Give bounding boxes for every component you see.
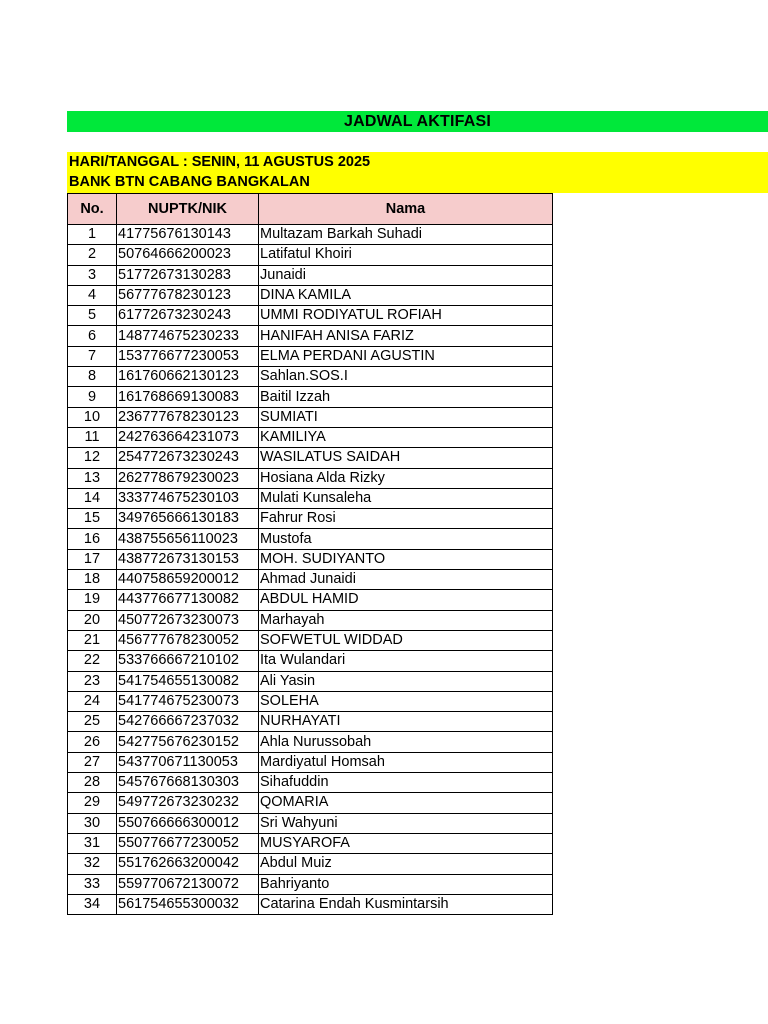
row-nuptk-nik: 443776677130082 — [117, 590, 259, 610]
row-no: 30 — [68, 813, 117, 833]
row-no: 14 — [68, 488, 117, 508]
row-nama: UMMI RODIYATUL ROFIAH — [259, 306, 553, 326]
row-nama: Mustofa — [259, 529, 553, 549]
row-nama: Mardiyatul Homsah — [259, 752, 553, 772]
row-no: 4 — [68, 285, 117, 305]
row-no: 26 — [68, 732, 117, 752]
row-nuptk-nik: 440758659200012 — [117, 570, 259, 590]
row-no: 2 — [68, 245, 117, 265]
row-no: 28 — [68, 773, 117, 793]
row-nama: KAMILIYA — [259, 427, 553, 447]
row-nama: Sihafuddin — [259, 773, 553, 793]
row-nama: Bahriyanto — [259, 874, 553, 894]
header-no: No. — [68, 194, 117, 225]
row-nuptk-nik: 543770671130053 — [117, 752, 259, 772]
row-no: 33 — [68, 874, 117, 894]
table-row — [68, 285, 553, 305]
row-no: 6 — [68, 326, 117, 346]
row-nuptk-nik: 550776677230052 — [117, 833, 259, 853]
row-nuptk-nik: 41775676130143 — [117, 225, 259, 245]
row-no: 29 — [68, 793, 117, 813]
row-nama: ABDUL HAMID — [259, 590, 553, 610]
table-row — [68, 245, 553, 265]
table-row — [68, 671, 553, 691]
row-nuptk-nik: 51772673130283 — [117, 265, 259, 285]
table-row — [68, 651, 553, 671]
row-nuptk-nik: 549772673230232 — [117, 793, 259, 813]
row-nuptk-nik: 456777678230052 — [117, 630, 259, 650]
row-no: 8 — [68, 367, 117, 387]
row-nuptk-nik: 349765666130183 — [117, 509, 259, 529]
row-no: 24 — [68, 691, 117, 711]
row-nuptk-nik: 542766667237032 — [117, 712, 259, 732]
row-nuptk-nik: 262778679230023 — [117, 468, 259, 488]
row-no: 21 — [68, 630, 117, 650]
table-row — [68, 773, 553, 793]
row-nama: Abdul Muiz — [259, 854, 553, 874]
row-no: 20 — [68, 610, 117, 630]
row-no: 15 — [68, 509, 117, 529]
row-nama: WASILATUS SAIDAH — [259, 448, 553, 468]
row-nuptk-nik: 541754655130082 — [117, 671, 259, 691]
table-row — [68, 265, 553, 285]
row-nuptk-nik: 254772673230243 — [117, 448, 259, 468]
row-no: 23 — [68, 671, 117, 691]
row-no: 34 — [68, 894, 117, 914]
table-row — [68, 225, 553, 245]
row-nuptk-nik: 559770672130072 — [117, 874, 259, 894]
table-header-row — [68, 194, 553, 225]
row-nama: QOMARIA — [259, 793, 553, 813]
row-nama: Latifatul Khoiri — [259, 245, 553, 265]
row-nuptk-nik: 438772673130153 — [117, 549, 259, 569]
table-row — [68, 874, 553, 894]
row-nama: DINA KAMILA — [259, 285, 553, 305]
table-row — [68, 387, 553, 407]
table-row — [68, 570, 553, 590]
row-nuptk-nik: 61772673230243 — [117, 306, 259, 326]
row-nama: Marhayah — [259, 610, 553, 630]
row-nuptk-nik: 450772673230073 — [117, 610, 259, 630]
row-nama: SOLEHA — [259, 691, 553, 711]
table-row — [68, 509, 553, 529]
row-nuptk-nik: 236777678230123 — [117, 407, 259, 427]
table-row — [68, 346, 553, 366]
row-nama: Ali Yasin — [259, 671, 553, 691]
row-nama: Catarina Endah Kusmintarsih — [259, 894, 553, 914]
table-row — [68, 813, 553, 833]
row-nama: MOH. SUDIYANTO — [259, 549, 553, 569]
row-nama: ELMA PERDANI AGUSTIN — [259, 346, 553, 366]
row-nuptk-nik: 333774675230103 — [117, 488, 259, 508]
row-no: 10 — [68, 407, 117, 427]
table-row — [68, 529, 553, 549]
table-row — [68, 590, 553, 610]
row-no: 19 — [68, 590, 117, 610]
row-nuptk-nik: 153776677230053 — [117, 346, 259, 366]
table-row — [68, 752, 553, 772]
row-nama: Ahmad Junaidi — [259, 570, 553, 590]
row-no: 32 — [68, 854, 117, 874]
row-nama: Mulati Kunsaleha — [259, 488, 553, 508]
row-no: 25 — [68, 712, 117, 732]
row-no: 27 — [68, 752, 117, 772]
row-nuptk-nik: 148774675230233 — [117, 326, 259, 346]
table-row — [68, 468, 553, 488]
row-nuptk-nik: 50764666200023 — [117, 245, 259, 265]
row-no: 11 — [68, 427, 117, 447]
info-block — [67, 152, 768, 193]
row-no: 31 — [68, 833, 117, 853]
table-row — [68, 306, 553, 326]
table-row — [68, 488, 553, 508]
row-nama: Sri Wahyuni — [259, 813, 553, 833]
row-nuptk-nik: 545767668130303 — [117, 773, 259, 793]
row-nuptk-nik: 551762663200042 — [117, 854, 259, 874]
schedule-date-line: HARI/TANGGAL : SENIN, 11 AGUSTUS 2025 — [69, 154, 371, 170]
row-nama: Junaidi — [259, 265, 553, 285]
row-no: 1 — [68, 225, 117, 245]
table-row — [68, 610, 553, 630]
row-no: 5 — [68, 306, 117, 326]
row-nama: NURHAYATI — [259, 712, 553, 732]
row-nuptk-nik: 533766667210102 — [117, 651, 259, 671]
row-no: 17 — [68, 549, 117, 569]
row-no: 9 — [68, 387, 117, 407]
header-nuptk-nik: NUPTK/NIK — [117, 194, 259, 225]
row-nuptk-nik: 561754655300032 — [117, 894, 259, 914]
table-row — [68, 732, 553, 752]
participants-table — [67, 193, 553, 915]
table-row — [68, 326, 553, 346]
row-no: 18 — [68, 570, 117, 590]
row-nama: Ita Wulandari — [259, 651, 553, 671]
document-title: JADWAL AKTIFASI — [67, 111, 768, 132]
table-row — [68, 894, 553, 914]
table-row — [68, 854, 553, 874]
table-row — [68, 793, 553, 813]
row-no: 13 — [68, 468, 117, 488]
table-row — [68, 549, 553, 569]
row-no: 22 — [68, 651, 117, 671]
row-nuptk-nik: 542775676230152 — [117, 732, 259, 752]
row-nama: MUSYAROFA — [259, 833, 553, 853]
table-row — [68, 407, 553, 427]
row-nama: SUMIATI — [259, 407, 553, 427]
header-nama: Nama — [259, 194, 553, 225]
row-nama: Multazam Barkah Suhadi — [259, 225, 553, 245]
row-nama: Fahrur Rosi — [259, 509, 553, 529]
table-row — [68, 691, 553, 711]
row-nuptk-nik: 56777678230123 — [117, 285, 259, 305]
row-no: 16 — [68, 529, 117, 549]
row-no: 3 — [68, 265, 117, 285]
table-row — [68, 367, 553, 387]
table-row — [68, 833, 553, 853]
row-nuptk-nik: 438755656110023 — [117, 529, 259, 549]
table-row — [68, 448, 553, 468]
row-nuptk-nik: 541774675230073 — [117, 691, 259, 711]
row-nuptk-nik: 161768669130083 — [117, 387, 259, 407]
table-row — [68, 712, 553, 732]
row-nama: SOFWETUL WIDDAD — [259, 630, 553, 650]
table-row — [68, 630, 553, 650]
row-nuptk-nik: 242763664231073 — [117, 427, 259, 447]
row-nama: HANIFAH ANISA FARIZ — [259, 326, 553, 346]
row-nama: Ahla Nurussobah — [259, 732, 553, 752]
row-nama: Sahlan.SOS.I — [259, 367, 553, 387]
bank-branch-line: BANK BTN CABANG BANGKALAN — [69, 174, 310, 190]
row-nama: Hosiana Alda Rizky — [259, 468, 553, 488]
row-nuptk-nik: 550766666300012 — [117, 813, 259, 833]
row-no: 7 — [68, 346, 117, 366]
table-row — [68, 427, 553, 447]
row-no: 12 — [68, 448, 117, 468]
row-nuptk-nik: 161760662130123 — [117, 367, 259, 387]
row-nama: Baitil Izzah — [259, 387, 553, 407]
